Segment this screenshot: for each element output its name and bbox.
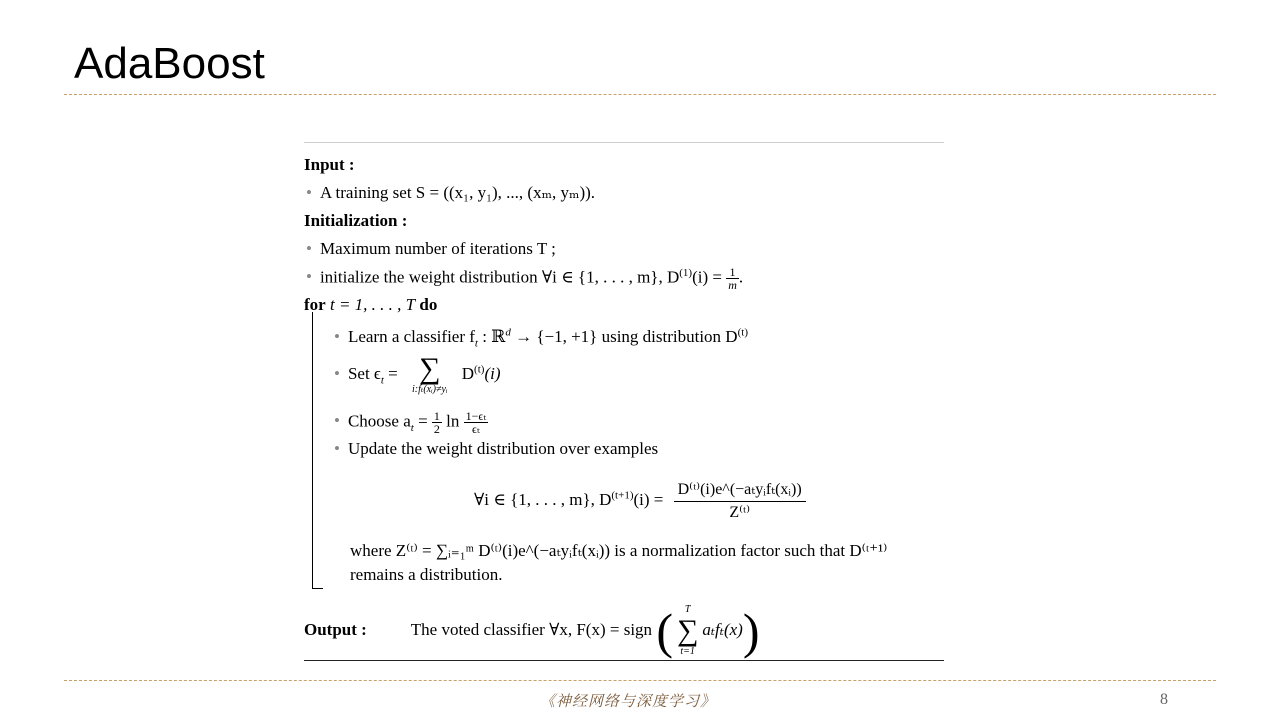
step-set-epsilon: • Set $\epsilon_t$ = ∑ i:fₜ(xᵢ)≠yᵢ $D^{(t)}(i)$ [334, 352, 501, 396]
page-number: 8 [1160, 691, 1168, 708]
init-item-weights: • initialize the weight distribution ∀i ∈ {1, . . . , m}, $D^{(1)}(i)$ = $\frac{1}{m}$ . [306, 265, 744, 292]
input-item: • A training set S = ((x₁, y₁), ..., (xₘ, yₘ)). [306, 183, 596, 202]
update-equation: ∀i ∈ {1, . . . , m}, $D^{(t+1)}(i)$ = $\frac{\text{D⁽ᵗ⁾(i)e\textasciicircum{}(−aₜyᵢfₜ(xᵢ))}}{\text{Z⁽ᵗ⁾}}$ [474, 478, 806, 522]
bullet-icon: • [334, 327, 340, 346]
algorithm-top-rule [304, 142, 944, 143]
init-item-iterations: • Maximum number of iterations T ; [306, 239, 556, 258]
output-label: Output : [304, 620, 367, 639]
title-divider [64, 94, 1216, 95]
summation-epsilon: ∑ i:fₜ(xᵢ)≠yᵢ [411, 352, 448, 396]
bullet-icon: • [306, 183, 312, 202]
initialization-label: Initialization : [304, 211, 408, 230]
footer-book-title: 《神经网络与深度学习》 [540, 692, 717, 710]
step-update-weights: • Update the weight distribution over examples [334, 439, 659, 458]
step-learn-classifier: • Learn a classifier $f_t$ : ℝ$^d$ → {−1, +1} using distribution $D^{(t)}$ [334, 326, 748, 350]
bullet-icon: • [306, 239, 312, 258]
bullet-icon: • [334, 439, 340, 458]
step-choose-alpha: • Choose $a_t$ = $\frac{1}{2}$ ln $\frac{\text{1−ϵₜ}}{\text{ϵₜ}}$ [334, 409, 487, 436]
where-clause-line-2: remains a distribution. [350, 565, 503, 584]
output-line: Output : The voted classifier ∀x, F(x) = sign ( T ∑ t=1 aₜfₜ(x)) [304, 603, 760, 660]
fraction-one-half: $\frac{1}{2}$ [433, 409, 440, 436]
summation-output: T ∑ t=1 [676, 604, 699, 658]
bullet-icon: • [334, 411, 340, 431]
bullet-icon: • [306, 267, 312, 287]
algorithm-bottom-rule [304, 660, 944, 661]
footer-divider [64, 680, 1216, 681]
slide-title: AdaBoost [74, 39, 265, 88]
input-label: Input : [304, 155, 355, 174]
algorithm-box [304, 142, 944, 662]
fraction-epsilon-ratio: $\frac{\text{1−ϵₜ}}{\text{ϵₜ}}$ [465, 409, 487, 436]
loop-body-bracket [312, 312, 323, 589]
where-clause-line-1: where Z⁽ᵗ⁾ = ∑ᵢ₌₁ᵐ D⁽ᵗ⁾(i)e^(−aₜyᵢfₜ(xᵢ)) is a normalization factor such that D⁽ᵗ⁺¹⁾ [350, 541, 888, 560]
update-fraction: $\frac{\text{D⁽ᵗ⁾(i)e\textasciicircum{}(−aₜyᵢfₜ(xᵢ))}}{\text{Z⁽ᵗ⁾}}$ [674, 482, 806, 521]
loop-header: for t = 1, . . . , T do [304, 295, 438, 314]
bullet-icon: • [334, 364, 340, 383]
fraction-one-over-m: $\frac{1}{m}$ [728, 265, 737, 292]
